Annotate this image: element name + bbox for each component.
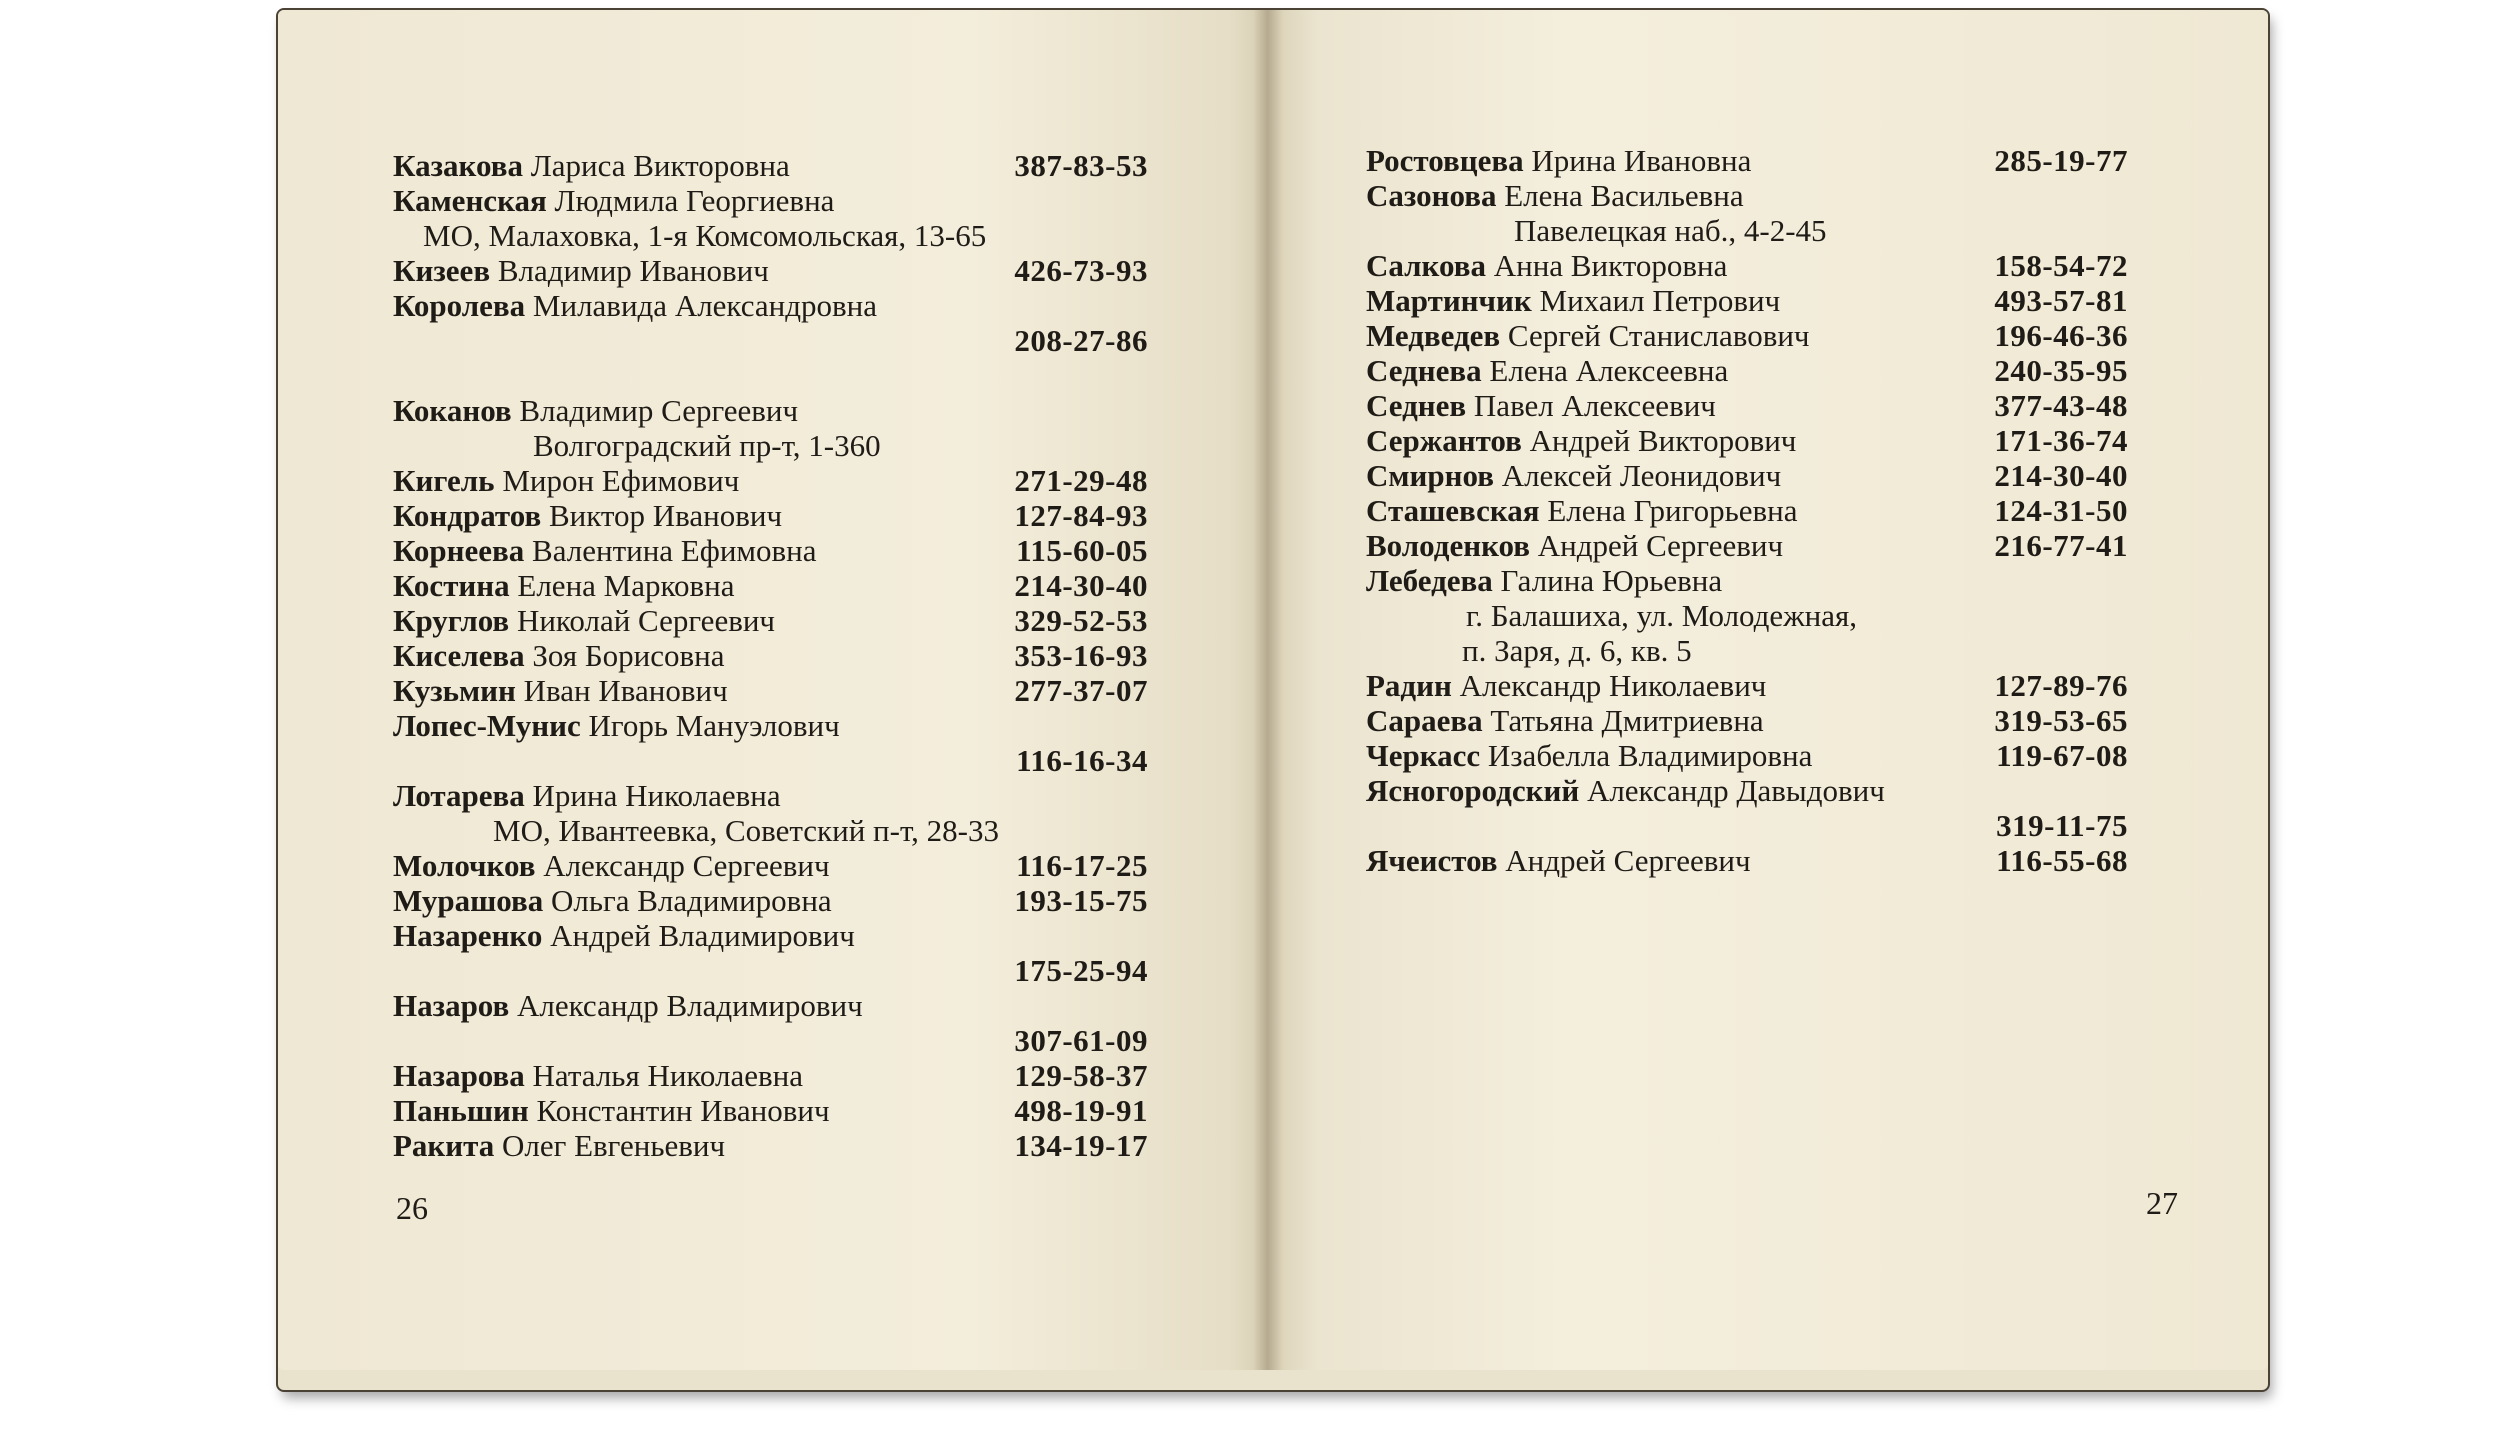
page-number: 27: [2146, 1185, 2178, 1221]
given-name: Татьяна Дмитриевна: [1490, 703, 1764, 738]
directory-line: [393, 848, 1148, 883]
address: г. Балашиха, ул. Молодежная,: [1466, 598, 1857, 633]
phone-number: 134-19-17: [1014, 1128, 1148, 1163]
given-name: Сергей Станиславович: [1507, 318, 1810, 353]
directory-line: [393, 428, 1148, 463]
directory-line: [1366, 423, 2128, 458]
phone-number: 175-25-94: [1014, 953, 1148, 988]
directory-line: [1366, 738, 2128, 773]
surname: Ростовцева: [1366, 143, 1524, 178]
phone-number: 129-58-37: [1014, 1058, 1148, 1093]
open-booklet: [278, 10, 2268, 1390]
address: Волгоградский пр-т, 1-360: [533, 428, 881, 463]
directory-line: [393, 778, 1148, 813]
phone-number: 307-61-09: [1014, 1023, 1148, 1058]
phone-number: 119-67-08: [1996, 738, 2128, 773]
surname: Володенков: [1366, 528, 1530, 563]
phone-number: 196-46-36: [1994, 318, 2128, 353]
surname: Лебедева: [1366, 563, 1493, 598]
surname: Мартинчик: [1366, 283, 1532, 318]
given-name: Владимир Сергеевич: [519, 393, 799, 428]
directory-line: [393, 253, 1148, 288]
phone-number: 214-30-40: [1994, 458, 2128, 493]
given-name: Наталья Николаевна: [532, 1058, 803, 1093]
directory-list-right: [1366, 143, 2128, 878]
given-name: Зоя Борисовна: [532, 638, 725, 673]
phone-number: 319-53-65: [1994, 703, 2128, 738]
phone-number: 216-77-41: [1994, 528, 2128, 563]
surname: Киселева: [393, 638, 525, 673]
phone-number: 498-19-91: [1014, 1093, 1148, 1128]
directory-line: [393, 1023, 1148, 1058]
phone-number: 319-11-75: [1996, 808, 2128, 843]
directory-line: [393, 463, 1148, 498]
directory-line: [1366, 283, 2128, 318]
surname: Корнеева: [393, 533, 525, 568]
surname: Назарова: [393, 1058, 525, 1093]
given-name: Владимир Иванович: [497, 253, 769, 288]
directory-line: [1366, 668, 2128, 703]
directory-line: [1366, 143, 2128, 178]
directory-line: [393, 883, 1148, 918]
directory-line: [393, 673, 1148, 708]
given-name: Мирон Ефимович: [502, 463, 740, 498]
address: п. Заря, д. 6, кв. 5: [1462, 633, 1692, 668]
surname: Кондратов: [393, 498, 542, 533]
surname: Ясногородский: [1366, 773, 1580, 808]
phone-number: 171-36-74: [1994, 423, 2128, 458]
phone-number: 124-31-50: [1994, 493, 2128, 528]
surname: Смирнов: [1366, 458, 1494, 493]
surname: Кигель: [393, 463, 495, 498]
phone-number: 285-19-77: [1994, 143, 2128, 178]
surname: Сержантов: [1366, 423, 1522, 458]
surname: Сараева: [1366, 703, 1483, 738]
phone-number: 329-52-53: [1014, 603, 1148, 638]
directory-line: [393, 498, 1148, 533]
given-name: Алексей Леонидович: [1501, 458, 1782, 493]
directory-line: [393, 708, 1148, 743]
surname: Паньшин: [393, 1093, 529, 1128]
directory-line: [1366, 318, 2128, 353]
phone-number: 127-84-93: [1014, 498, 1148, 533]
directory-line: [393, 568, 1148, 603]
given-name: Андрей Владимирович: [550, 918, 855, 953]
surname: Молочков: [393, 848, 536, 883]
given-name: Людмила Георгиевна: [554, 183, 835, 218]
directory-line: [1366, 388, 2128, 423]
given-name: Александр Николаевич: [1459, 668, 1767, 703]
phone-number: 208-27-86: [1014, 323, 1148, 358]
given-name: Виктор Иванович: [548, 498, 783, 533]
directory-line: [393, 953, 1148, 988]
given-name: Елена Алексеевна: [1489, 353, 1729, 388]
surname: Лотарева: [393, 778, 525, 813]
phone-number: 493-57-81: [1994, 283, 2128, 318]
directory-line: [393, 358, 1148, 393]
surname: Каменская: [393, 183, 547, 218]
surname: Назаренко: [393, 918, 543, 953]
phone-number: 377-43-48: [1994, 388, 2128, 423]
directory-line: [1366, 598, 2128, 633]
surname: Седнев: [1366, 388, 1467, 423]
directory-line: [1366, 563, 2128, 598]
directory-line: [1366, 633, 2128, 668]
address: МО, Ивантеевка, Советский п-т, 28-33: [493, 813, 999, 848]
given-name: Ольга Владимировна: [550, 883, 832, 918]
surname: Королева: [393, 288, 526, 323]
directory-line: [1366, 353, 2128, 388]
directory-line: [1366, 843, 2128, 878]
directory-line: [1366, 178, 2128, 213]
surname: Кизеев: [393, 253, 491, 288]
given-name: Андрей Викторович: [1529, 423, 1797, 458]
surname: Ракита: [393, 1128, 495, 1163]
phone-number: 115-60-05: [1016, 533, 1148, 568]
given-name: Елена Григорьевна: [1547, 493, 1798, 528]
phone-number: 277-37-07: [1014, 673, 1148, 708]
surname: Коканов: [393, 393, 512, 428]
phone-number: 116-55-68: [1996, 843, 2128, 878]
directory-line: [393, 988, 1148, 1023]
given-name: Анна Викторовна: [1493, 248, 1728, 283]
given-name: Андрей Сергеевич: [1505, 843, 1751, 878]
directory-line: [393, 183, 1148, 218]
given-name: Лариса Викторовна: [530, 148, 790, 183]
directory-line: [393, 1093, 1148, 1128]
book-spine: [1253, 10, 1283, 1370]
surname: Ячеистов: [1366, 843, 1498, 878]
surname: Казакова: [393, 148, 523, 183]
given-name: Валентина Ефимовна: [532, 533, 817, 568]
phone-number: 193-15-75: [1014, 883, 1148, 918]
surname: Кузьмин: [393, 673, 516, 708]
directory-line: [1366, 458, 2128, 493]
directory-line: [393, 148, 1148, 183]
phone-number: 116-16-34: [1016, 743, 1148, 778]
phone-number: 116-17-25: [1016, 848, 1148, 883]
given-name: Ирина Ивановна: [1531, 143, 1752, 178]
given-name: Михаил Петрович: [1539, 283, 1781, 318]
directory-line: [393, 1058, 1148, 1093]
directory-line: [393, 218, 1148, 253]
given-name: Елена Васильевна: [1504, 178, 1744, 213]
page-number: 26: [396, 1190, 428, 1226]
surname: Радин: [1366, 668, 1452, 703]
directory-line: [1366, 213, 2128, 248]
directory-line: [1366, 528, 2128, 563]
right-page: [1268, 10, 2268, 1370]
surname: Мурашова: [393, 883, 544, 918]
directory-line: [393, 323, 1148, 358]
given-name: Иван Иванович: [523, 673, 728, 708]
directory-line: [393, 1128, 1148, 1163]
directory-line: [1366, 248, 2128, 283]
given-name: Милавида Александровна: [532, 288, 877, 323]
surname: Сазонова: [1366, 178, 1497, 213]
surname: Салкова: [1366, 248, 1486, 283]
directory-line: [393, 393, 1148, 428]
directory-line: [393, 743, 1148, 778]
directory-line: [1366, 808, 2128, 843]
left-page: [278, 10, 1268, 1370]
surname: Круглов: [393, 603, 510, 638]
surname: Черкасс: [1366, 738, 1481, 773]
phone-number: 426-73-93: [1014, 253, 1148, 288]
phone-number: 214-30-40: [1014, 568, 1148, 603]
surname: Седнева: [1366, 353, 1482, 388]
given-name: Николай Сергеевич: [516, 603, 776, 638]
directory-line: [393, 638, 1148, 673]
given-name: Игорь Мануэлович: [588, 708, 840, 743]
directory-line: [393, 918, 1148, 953]
surname: Назаров: [393, 988, 510, 1023]
given-name: Олег Евгеньевич: [502, 1128, 726, 1163]
address: Павелецкая наб., 4-2-45: [1514, 213, 1827, 248]
directory-line: [393, 288, 1148, 323]
directory-line: [1366, 703, 2128, 738]
directory-line: [393, 603, 1148, 638]
phone-number: 387-83-53: [1014, 148, 1148, 183]
surname: Сташевская: [1366, 493, 1540, 528]
phone-number: 271-29-48: [1014, 463, 1148, 498]
given-name: Александр Сергеевич: [543, 848, 830, 883]
given-name: Галина Юрьевна: [1500, 563, 1723, 598]
given-name: Александр Давыдович: [1586, 773, 1885, 808]
surname: Костина: [393, 568, 510, 603]
directory-list-left: [393, 148, 1148, 1163]
given-name: Изабелла Владимировна: [1487, 738, 1813, 773]
phone-number: 240-35-95: [1994, 353, 2128, 388]
given-name: Павел Алексеевич: [1473, 388, 1716, 423]
given-name: Андрей Сергеевич: [1537, 528, 1784, 563]
directory-line: [1366, 773, 2128, 808]
directory-line: [1366, 493, 2128, 528]
phone-number: 127-89-76: [1994, 668, 2128, 703]
surname: Лопес-Мунис: [393, 708, 581, 743]
directory-line: [393, 533, 1148, 568]
phone-number: 353-16-93: [1014, 638, 1148, 673]
given-name: Ирина Николаевна: [532, 778, 781, 813]
surname: Медведев: [1366, 318, 1501, 353]
given-name: Константин Иванович: [536, 1093, 830, 1128]
directory-line: [393, 813, 1148, 848]
phone-number: 158-54-72: [1994, 248, 2128, 283]
address: МО, Малаховка, 1-я Комсомольская, 13-65: [423, 218, 987, 253]
given-name: Елена Марковна: [517, 568, 735, 603]
given-name: Александр Владимирович: [517, 988, 863, 1023]
